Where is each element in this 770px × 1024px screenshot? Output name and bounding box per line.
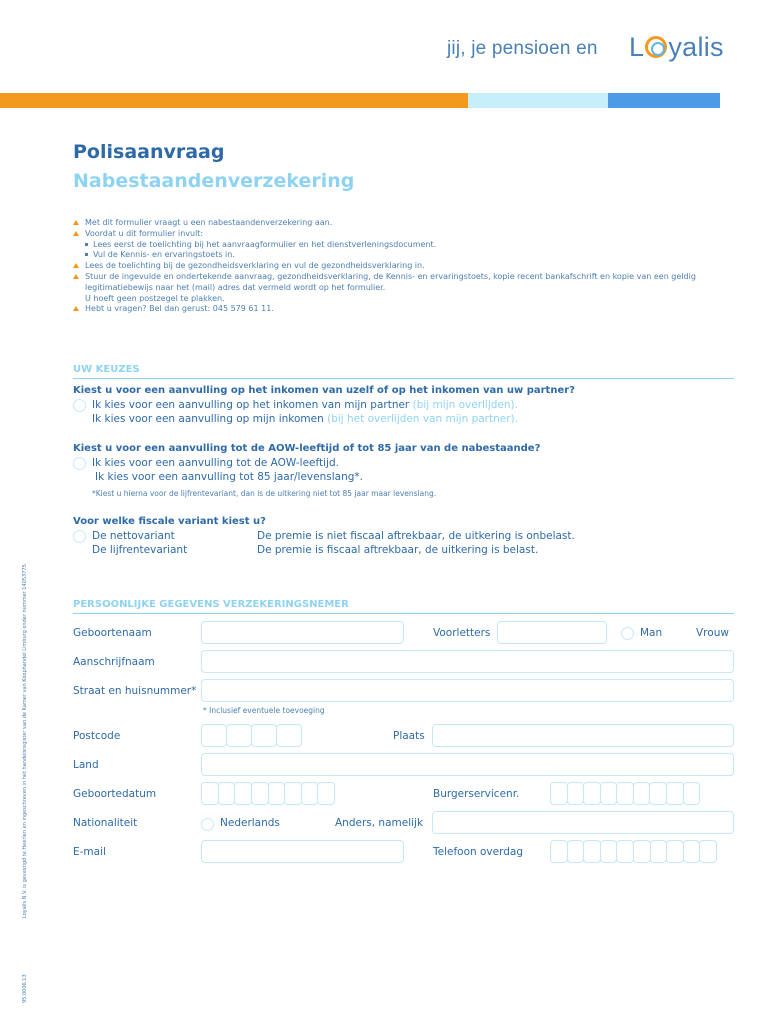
intro-list bbox=[73, 218, 713, 315]
page-title: Polisaanvraag bbox=[73, 141, 225, 163]
label-anders: Anders, namelijk bbox=[335, 817, 424, 829]
list-item: Vul de Kennis- en ervaringstoets in. bbox=[73, 250, 713, 261]
label-land: Land bbox=[73, 759, 99, 771]
triangle-bullet-icon bbox=[73, 231, 79, 236]
header-tagline: jij, je pensioen en bbox=[447, 38, 598, 59]
email-input[interactable] bbox=[201, 840, 404, 863]
list-item: Stuur de ingevulde en ondertekende aanvraag, gezondheidsverklaring, de Kennis- en ervaringstoets, kopie recent bankafschrift en kopie van een geldig bbox=[73, 272, 713, 283]
label-aanschrijfnaam: Aanschrijfnaam bbox=[73, 656, 155, 668]
label-vrouw: Vrouw bbox=[696, 627, 729, 639]
logo-ring-icon bbox=[645, 36, 667, 58]
label-man: Man bbox=[640, 627, 663, 639]
label-geboortenaam: Geboortenaam bbox=[73, 627, 152, 639]
list-item-continuation: legitimatiebewijs naar het (mail) adres dat vermeld wordt op het formulier. bbox=[85, 282, 386, 292]
section-heading-persoon: PERSOONLIJKE GEGEVENS VERZEKERINGSNEMER bbox=[73, 599, 734, 614]
land-input[interactable] bbox=[201, 753, 734, 776]
list-item: Met dit formulier vraagt u een nabestaandenverzekering aan. bbox=[73, 218, 713, 229]
option-nettovariant: De nettovariant bbox=[92, 530, 175, 542]
logo-letters: yalis bbox=[668, 32, 724, 62]
desc-nettovariant: De premie is niet fiscaal aftrekbaar, de uitkering is onbelast. bbox=[257, 530, 575, 542]
label-telefoon: Telefoon overdag bbox=[433, 846, 523, 858]
list-item: Lees eerst de toelichting bij het aanvraagformulier en het dienstverleningsdocument. bbox=[73, 240, 713, 251]
geboortedatum-input[interactable] bbox=[201, 782, 334, 805]
telefoon-input[interactable] bbox=[550, 840, 716, 863]
label-email: E-mail bbox=[73, 846, 106, 858]
side-legal-text: Loyalis N.V. is gevestigd te Heerlen en ingeschreven in het handelsregister van de Kamer van Koophandel Limburg onder nummer 14053775. bbox=[22, 562, 28, 918]
triangle-bullet-icon bbox=[73, 263, 79, 268]
triangle-bullet-icon bbox=[73, 220, 79, 225]
radio-partner[interactable] bbox=[73, 399, 86, 412]
bsn-input[interactable] bbox=[550, 782, 699, 805]
option-lijfrentevariant: De lijfrentevariant bbox=[92, 544, 188, 556]
side-form-code: 95.0006.13 bbox=[22, 974, 28, 1003]
plaats-input[interactable] bbox=[432, 724, 734, 747]
label-voorletters: Voorletters bbox=[433, 627, 491, 639]
option-eigen-inkomen: Ik kies voor een aanvulling op mijn inkomen (bij het overlijden van mijn partner). bbox=[92, 413, 518, 425]
list-item: Hebt u vragen? Bel dan gerust: 045 579 61 11. bbox=[73, 304, 713, 315]
option-aow: Ik kies voor een aanvulling tot de AOW-leeftijd. bbox=[92, 457, 339, 469]
section-heading-keuzes: UW KEUZES bbox=[73, 364, 734, 379]
triangle-bullet-icon bbox=[73, 306, 79, 311]
radio-aow[interactable] bbox=[73, 457, 86, 470]
header-stripe-lightblue bbox=[468, 93, 608, 108]
straat-input[interactable] bbox=[201, 679, 734, 702]
square-bullet-icon bbox=[85, 243, 88, 246]
header-stripe-blue bbox=[608, 93, 720, 108]
list-item-continuation: U hoeft geen postzegel te plakken. bbox=[85, 293, 225, 303]
label-nationaliteit: Nationaliteit bbox=[73, 817, 138, 829]
triangle-bullet-icon bbox=[73, 274, 79, 279]
radio-nettovariant[interactable] bbox=[73, 530, 86, 543]
postcode-input[interactable] bbox=[201, 724, 301, 747]
question-looptijd: Kiest u voor een aanvulling tot de AOW-leeftijd of tot 85 jaar van de nabestaande? bbox=[73, 443, 541, 454]
voorletters-input[interactable] bbox=[497, 621, 607, 644]
desc-lijfrentevariant: De premie is fiscaal aftrekbaar, de uitkering is belast. bbox=[257, 544, 539, 556]
question-fiscaal: Voor welke fiscale variant kiest u? bbox=[73, 516, 266, 527]
radio-man[interactable] bbox=[621, 627, 634, 640]
aanschrijfnaam-input[interactable] bbox=[201, 650, 734, 673]
option-levenslang: Ik kies voor een aanvulling tot 85 jaar/levenslang*. bbox=[95, 471, 363, 483]
option-partner: Ik kies voor een aanvulling op het inkomen van mijn partner (bij mijn overlijden). bbox=[92, 399, 518, 411]
list-item: Voordat u dit formulier invult: bbox=[73, 229, 713, 240]
label-bsn: Burgerservicenr. bbox=[433, 788, 520, 800]
label-nederlands: Nederlands bbox=[220, 817, 280, 829]
anders-input[interactable] bbox=[432, 811, 734, 834]
geboortenaam-input[interactable] bbox=[201, 621, 404, 644]
question-aanvulling: Kiest u voor een aanvulling op het inkomen van uzelf of op het inkomen van uw partner? bbox=[73, 385, 575, 396]
loyalis-logo bbox=[629, 32, 724, 63]
radio-nederlands[interactable] bbox=[201, 818, 214, 831]
label-straat: Straat en huisnummer* bbox=[73, 685, 197, 697]
page-subtitle: Nabestaandenverzekering bbox=[73, 170, 355, 192]
square-bullet-icon bbox=[85, 253, 88, 256]
label-plaats: Plaats bbox=[393, 730, 425, 742]
logo-letter-l: L bbox=[629, 32, 645, 62]
note-lijfrente: *Kiest u hierna voor de lijfrentevariant, dan is de uitkering niet tot 85 jaar maar levenslang. bbox=[92, 489, 437, 498]
label-postcode: Postcode bbox=[73, 730, 121, 742]
label-geboortedatum: Geboortedatum bbox=[73, 788, 157, 800]
list-item: Lees de toelichting bij de gezondheidsverklaring en vul de gezondheidsverklaring in. bbox=[73, 261, 713, 272]
note-toevoeging: * Inclusief eventuele toevoeging bbox=[203, 706, 325, 715]
header-stripe-orange bbox=[0, 93, 468, 108]
